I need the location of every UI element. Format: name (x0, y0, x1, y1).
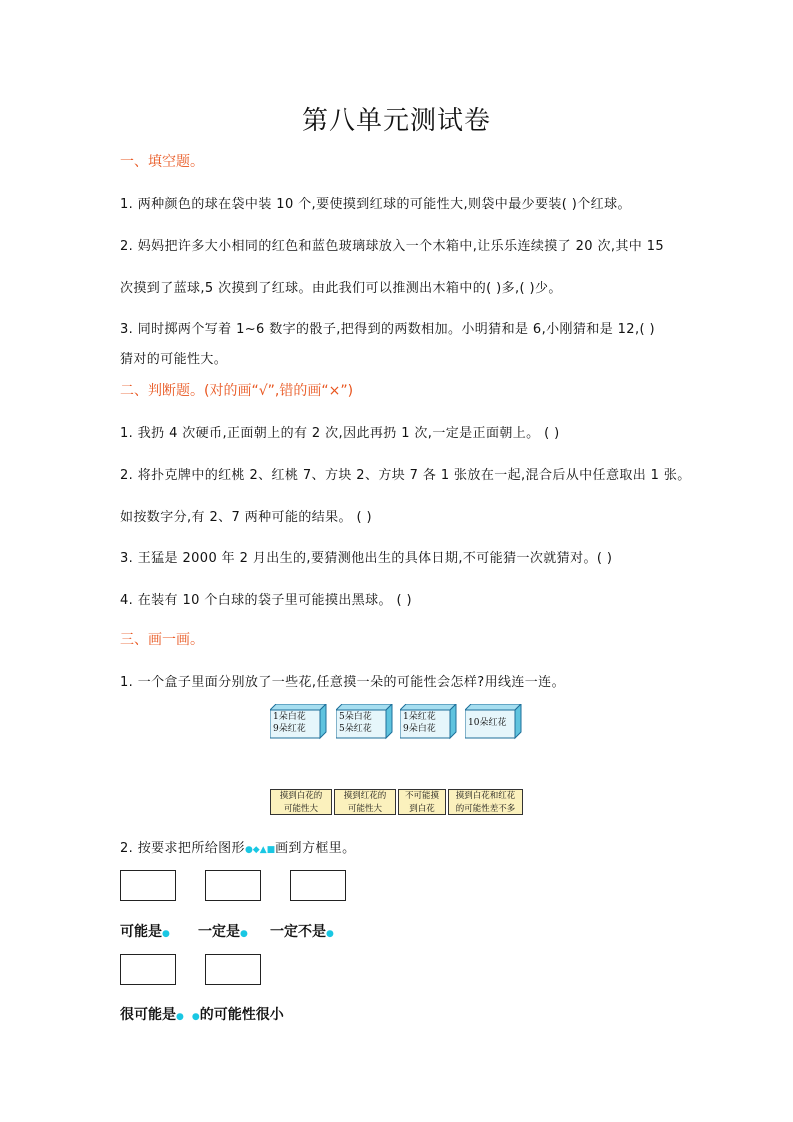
question-text (120, 837, 356, 856)
box-label (120, 1004, 284, 1024)
outcome-card-line: 摸到白花的 (279, 791, 323, 801)
flower-box (336, 704, 394, 734)
flower-box-line: 1朵白花 (273, 712, 306, 722)
outcome-card (334, 789, 396, 815)
answer-box[interactable] (205, 954, 261, 985)
outcome-card-line: 的可能性差不多 (455, 804, 516, 814)
outcome-card (398, 789, 446, 815)
box-label-text: 一定不是 (270, 924, 326, 940)
flower-box (270, 704, 328, 734)
outcome-card-line: 可能性大 (347, 804, 382, 814)
circle-icon: ● (240, 929, 248, 939)
question-text: 猜对的可能性大。 (120, 352, 228, 367)
shapes-icon: ●◆▲■ (244, 845, 276, 855)
flower-box-line: 1朵红花 (403, 712, 436, 722)
flower-box-line: 9朵红花 (273, 724, 306, 734)
question-text: 2. 将扑克牌中的红桃 2、红桃 7、方块 2、方块 7 各 1 张放在一起,混合后从中任意取出 1 张。 (120, 468, 691, 483)
flower-box-line: 5朵白花 (339, 712, 372, 722)
question-text: 1. 一个盒子里面分别放了一些花,任意摸一朵的可能性会怎样?用线连一连。 (120, 675, 565, 690)
outcome-card-line: 摸到红花的 (343, 791, 387, 801)
answer-box[interactable] (205, 870, 261, 901)
answer-box[interactable] (120, 870, 176, 901)
box-label-text: 可能是 (120, 924, 162, 940)
circle-icon: ● (176, 1012, 184, 1022)
section-heading-drawing: 三、画一画。 (120, 632, 204, 648)
flower-box (400, 704, 458, 734)
outcome-card (448, 789, 523, 815)
question-text: 如按数字分,有 2、7 两种可能的结果。 ( ) (120, 510, 372, 525)
section-heading-true-false: 二、判断题。(对的画“√”,错的画“×”) (120, 383, 354, 399)
question-text: 1. 我扔 4 次硬币,正面朝上的有 2 次,因此再扔 1 次,一定是正面朝上。 ( ) (120, 426, 560, 441)
outcome-card (270, 789, 332, 815)
question-text: 1. 两种颜色的球在袋中装 10 个,要使摸到红球的可能性大,则袋中最少要装( )个红球。 (120, 197, 631, 212)
outcome-card-line: 摸到白花和红花 (455, 791, 516, 801)
flower-box-line: 10朵红花 (468, 718, 507, 728)
outcome-card-line: 到白花 (409, 804, 435, 814)
answer-box[interactable] (120, 954, 176, 985)
flower-box-line: 5朵红花 (339, 724, 372, 734)
box-label (198, 921, 248, 941)
outcome-card-line: 不可能摸 (404, 791, 439, 801)
outcome-card-line: 可能性大 (283, 804, 318, 814)
circle-icon: ● (162, 929, 170, 939)
section-heading-fill-blank: 一、填空题。 (120, 154, 204, 170)
box-label (120, 921, 170, 941)
circle-icon: ● (191, 1012, 200, 1022)
question-text: 4. 在装有 10 个白球的袋子里可能摸出黑球。 ( ) (120, 593, 412, 608)
box-label-text: 的可能性很小 (199, 1007, 284, 1023)
question-text: 2. 妈妈把许多大小相同的红色和蓝色玻璃球放入一个木箱中,让乐乐连续摸了 20 次,其中 15 (120, 239, 665, 254)
box-label-text: 一定是 (198, 924, 240, 940)
box-label-text: 很可能是 (120, 1007, 176, 1023)
flower-box-line: 9朵白花 (403, 724, 436, 734)
question-text: 3. 同时掷两个写着 1~6 数字的骰子,把得到的两数相加。小明猜和是 6,小刚猜和是 12,( ) (120, 322, 655, 337)
question-suffix: 画到方框里。 (275, 841, 356, 856)
flower-box (465, 704, 523, 734)
question-text: 次摸到了蓝球,5 次摸到了红球。由此我们可以推测出木箱中的( )多,( )少。 (120, 281, 562, 296)
question-prefix: 2. 按要求把所给图形 (120, 841, 245, 856)
question-text: 3. 王猛是 2000 年 2 月出生的,要猜测他出生的具体日期,不可能猜一次就猜对。( ) (120, 551, 613, 566)
circle-icon: ● (326, 929, 334, 939)
box-label (270, 921, 334, 941)
page-title: 第八单元测试卷 (301, 106, 491, 136)
answer-box[interactable] (290, 870, 346, 901)
